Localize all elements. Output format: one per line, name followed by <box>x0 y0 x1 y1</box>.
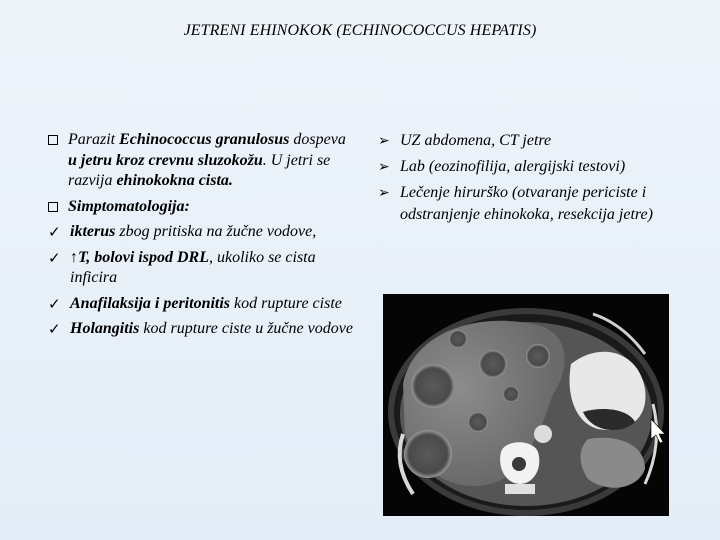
right-column <box>378 130 698 230</box>
ct-scan-drawing <box>383 294 669 516</box>
text-run: u jetru kroz crevnu sluzokožu <box>68 151 263 169</box>
text-run: . U jetri se razvija <box>68 151 331 189</box>
list-item <box>378 130 698 152</box>
ct-scan-image <box>383 294 669 516</box>
list-item <box>48 294 358 315</box>
left-column <box>48 130 358 345</box>
text-run: ↑T, bolovi ispod DRL <box>70 248 209 266</box>
item-text: UZ abdomena, CT jetre <box>400 132 552 149</box>
text-run: dospeva <box>289 131 346 148</box>
item-text: Simptomatologija: <box>68 197 190 215</box>
cyst <box>411 364 455 408</box>
item-text <box>70 222 316 243</box>
checkmark-bullet-icon: ✓ <box>48 320 61 338</box>
item-text: Lečenje hirurško (otvaranje periciste i odstranjenje ehinokoka, resekcija jetre) <box>400 184 653 223</box>
item-text <box>70 319 353 340</box>
cyst <box>449 330 467 348</box>
list-item <box>48 248 358 289</box>
cyst <box>404 430 452 478</box>
list-item <box>48 319 358 340</box>
list-item <box>378 156 698 178</box>
list-item <box>48 130 358 192</box>
text-run: Echinococcus granulosus <box>119 131 290 148</box>
text-run: , ukoliko se cista inficira <box>70 248 316 286</box>
slide-title: JETRENI EHINOKOK (ECHINOCOCCUS HEPATIS) <box>183 22 537 39</box>
item-text <box>68 130 358 192</box>
checkmark-bullet-icon: ✓ <box>48 294 61 313</box>
arrow-bullet-icon: ➢ <box>378 185 390 201</box>
text-run: Holangitis <box>70 320 140 337</box>
checkmark-bullet-icon: ✓ <box>48 248 61 267</box>
arrow-bullet-icon: ➢ <box>378 133 390 149</box>
cyst <box>468 412 488 432</box>
text-run: kod rupture ciste u žučne vodove <box>139 320 353 337</box>
list-item <box>48 222 358 243</box>
text-run: Anafilaksija i peritonitis <box>70 294 231 312</box>
list-item <box>48 197 358 218</box>
square-bullet-icon <box>48 135 58 145</box>
list-item <box>378 182 698 226</box>
cyst <box>503 386 519 402</box>
square-bullet-icon <box>48 202 58 212</box>
aorta <box>534 425 552 443</box>
text-run: ikterus <box>70 223 116 240</box>
text-run: kod rupture ciste <box>230 294 342 312</box>
item-text <box>70 248 358 289</box>
item-text <box>70 294 342 315</box>
cyst <box>479 350 507 378</box>
arrow-bullet-icon: ➢ <box>378 159 390 175</box>
text-run: Parazit <box>68 131 120 148</box>
text-run: zbog pritiska na žučne vodove, <box>115 223 317 240</box>
item-text: Lab (eozinofilija, alergijski testovi) <box>400 158 626 175</box>
checkmark-bullet-icon: ✓ <box>48 223 61 241</box>
cyst <box>526 344 550 368</box>
text-run: ehinokokna cista. <box>116 172 233 189</box>
